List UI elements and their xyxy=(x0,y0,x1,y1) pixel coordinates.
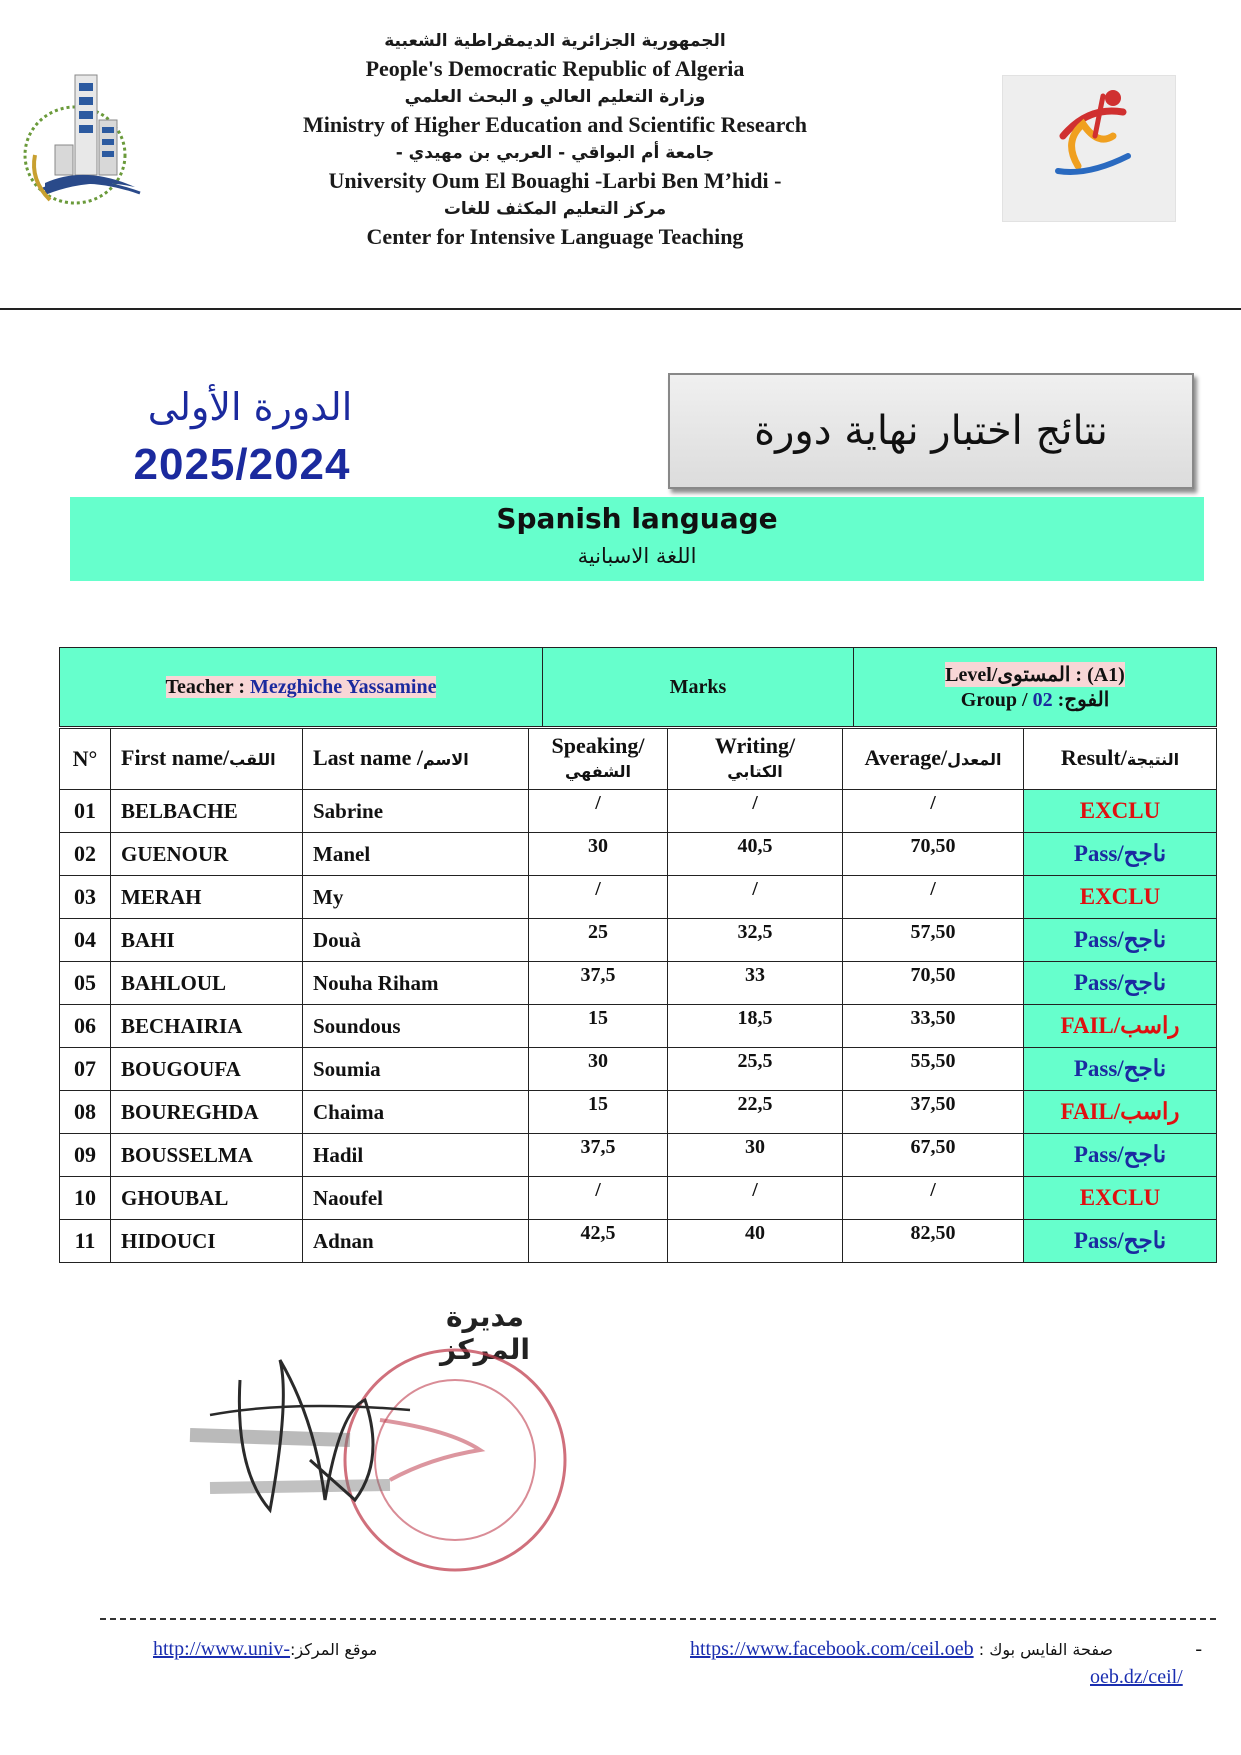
row-speaking: 42,5 xyxy=(529,1220,668,1263)
course-info-table xyxy=(59,647,1217,727)
footer-bullet: - xyxy=(1195,1638,1202,1660)
footer-facebook xyxy=(690,1638,1220,1661)
row-result: Pass/ناجح xyxy=(1024,1048,1217,1091)
row-first-name: BOUSSELMA xyxy=(111,1134,303,1177)
row-writing: 22,5 xyxy=(668,1091,843,1134)
group-label: Group / الفوج: xyxy=(960,689,1110,711)
row-speaking: 15 xyxy=(529,1005,668,1048)
row-average: 55,50 xyxy=(843,1048,1024,1091)
center-logo xyxy=(1002,75,1176,222)
row-writing: / xyxy=(668,876,843,919)
row-result: FAIL/راسب xyxy=(1024,1005,1217,1048)
signature-stamp xyxy=(150,1340,610,1595)
row-average: 82,50 xyxy=(843,1220,1024,1263)
row-first-name: MERAH xyxy=(111,876,303,919)
row-last-name: Douà xyxy=(303,919,529,962)
row-first-name: BOUGOUFA xyxy=(111,1048,303,1091)
row-last-name: Soundous xyxy=(303,1005,529,1048)
row-result: EXCLU xyxy=(1024,876,1217,919)
table-row xyxy=(60,1048,1217,1091)
row-num: 09 xyxy=(60,1134,111,1177)
col-first-name xyxy=(111,729,303,790)
row-speaking: 25 xyxy=(529,919,668,962)
col-speaking-en: Speaking/ xyxy=(551,733,645,758)
row-last-name: Chaima xyxy=(303,1091,529,1134)
row-result: FAIL/راسب xyxy=(1024,1091,1217,1134)
table-row xyxy=(60,1005,1217,1048)
session-label: الدورة الأولى xyxy=(147,385,353,429)
row-speaking: 37,5 xyxy=(529,962,668,1005)
marks-header: Marks xyxy=(543,648,854,727)
row-num: 04 xyxy=(60,919,111,962)
row-last-name: Sabrine xyxy=(303,790,529,833)
row-speaking: / xyxy=(529,790,668,833)
row-last-name: Manel xyxy=(303,833,529,876)
table-row xyxy=(60,790,1217,833)
level-group-cell xyxy=(854,648,1217,727)
row-speaking: / xyxy=(529,876,668,919)
row-num: 10 xyxy=(60,1177,111,1220)
university-logo xyxy=(15,65,165,215)
row-num: 08 xyxy=(60,1091,111,1134)
table-row xyxy=(60,833,1217,876)
col-average-en: Average/ xyxy=(864,745,948,770)
row-writing: / xyxy=(668,790,843,833)
center-en: Center for Intensive Language Teaching xyxy=(366,224,744,249)
row-first-name: BELBACHE xyxy=(111,790,303,833)
row-first-name: HIDOUCI xyxy=(111,1220,303,1263)
row-writing: / xyxy=(668,1177,843,1220)
row-speaking: 30 xyxy=(529,833,668,876)
table-row xyxy=(60,1134,1217,1177)
row-first-name: GHOUBAL xyxy=(111,1177,303,1220)
facebook-label: : صفحة الفايس بوك xyxy=(973,1640,1113,1659)
row-writing: 33 xyxy=(668,962,843,1005)
row-num: 05 xyxy=(60,962,111,1005)
table-row xyxy=(60,1091,1217,1134)
row-average: 33,50 xyxy=(843,1005,1024,1048)
language-en: Spanish language xyxy=(496,502,778,535)
table-row xyxy=(60,1220,1217,1263)
table-row xyxy=(60,962,1217,1005)
university-ar: جامعة أم البواقي - العربي بن مهيدي - xyxy=(395,143,715,163)
row-writing: 30 xyxy=(668,1134,843,1177)
row-writing: 32,5 xyxy=(668,919,843,962)
row-result: Pass/ناجح xyxy=(1024,1134,1217,1177)
row-result: EXCLU xyxy=(1024,1177,1217,1220)
row-writing: 40,5 xyxy=(668,833,843,876)
col-last-name xyxy=(303,729,529,790)
footer-site-cont xyxy=(1090,1666,1183,1689)
col-first-name-ar: اللقب xyxy=(229,750,276,769)
results-title: نتائج اختبار نهاية دورة xyxy=(754,408,1108,454)
row-first-name: GUENOUR xyxy=(111,833,303,876)
row-speaking: / xyxy=(529,1177,668,1220)
row-result: Pass/ناجح xyxy=(1024,962,1217,1005)
university-en: University Oum El Bouaghi -Larbi Ben M’hidi - xyxy=(328,168,782,193)
table-row xyxy=(60,1177,1217,1220)
footer-divider xyxy=(100,1618,1216,1620)
row-average: / xyxy=(843,790,1024,833)
row-speaking: 37,5 xyxy=(529,1134,668,1177)
row-average: / xyxy=(843,876,1024,919)
row-result: Pass/ناجح xyxy=(1024,1220,1217,1263)
site-link[interactable]: http://www.univ- xyxy=(153,1638,291,1660)
footer-site xyxy=(153,1638,377,1661)
row-average: / xyxy=(843,1177,1024,1220)
group-value: 02 xyxy=(1032,689,1053,711)
teacher-label: Teacher : xyxy=(165,675,250,698)
teacher-cell xyxy=(60,648,543,727)
row-first-name: BECHAIRIA xyxy=(111,1005,303,1048)
col-average xyxy=(843,729,1024,790)
col-writing-en: Writing/ xyxy=(714,733,796,758)
row-first-name: BAHI xyxy=(111,919,303,962)
row-writing: 40 xyxy=(668,1220,843,1263)
row-result: Pass/ناجح xyxy=(1024,919,1217,962)
col-speaking-ar: الشفهي xyxy=(564,762,632,781)
row-average: 37,50 xyxy=(843,1091,1024,1134)
ministry-ar: وزارة التعليم العالي و البحث العلمي xyxy=(404,87,706,107)
row-last-name: Adnan xyxy=(303,1220,529,1263)
row-last-name: Soumia xyxy=(303,1048,529,1091)
site-link-cont[interactable]: oeb.dz/ceil/ xyxy=(1090,1666,1183,1688)
row-last-name: Naoufel xyxy=(303,1177,529,1220)
row-speaking: 30 xyxy=(529,1048,668,1091)
level-label: Level/المستوى : (A1) xyxy=(945,664,1125,686)
row-num: 03 xyxy=(60,876,111,919)
table-row xyxy=(60,876,1217,919)
row-num: 06 xyxy=(60,1005,111,1048)
row-speaking: 15 xyxy=(529,1091,668,1134)
row-last-name: Nouha Riham xyxy=(303,962,529,1005)
row-writing: 18,5 xyxy=(668,1005,843,1048)
col-first-name-en: First name/ xyxy=(121,745,230,770)
row-num: 11 xyxy=(60,1220,111,1263)
academic-year: 2025/2024 xyxy=(133,440,351,489)
row-result: Pass/ناجح xyxy=(1024,833,1217,876)
col-result-en: Result/ xyxy=(1060,745,1127,770)
row-first-name: BAHLOUL xyxy=(111,962,303,1005)
row-result: EXCLU xyxy=(1024,790,1217,833)
row-last-name: Hadil xyxy=(303,1134,529,1177)
row-average: 70,50 xyxy=(843,833,1024,876)
row-num: 07 xyxy=(60,1048,111,1091)
col-last-name-ar: الاسم xyxy=(423,750,469,769)
director-title: مديرة المركز xyxy=(439,1300,530,1366)
col-writing xyxy=(668,729,843,790)
row-last-name: My xyxy=(303,876,529,919)
row-first-name: BOUREGHDA xyxy=(111,1091,303,1134)
row-num: 01 xyxy=(60,790,111,833)
facebook-link[interactable]: https://www.facebook.com/ceil.oeb xyxy=(690,1638,974,1660)
language-banner xyxy=(70,497,1204,581)
col-speaking xyxy=(529,729,668,790)
teacher-name: Mezghiche Yassamine xyxy=(249,675,437,698)
center-ar: مركز التعليم المكثف للغات xyxy=(443,199,667,219)
row-average: 67,50 xyxy=(843,1134,1024,1177)
ministry-en: Ministry of Higher Education and Scientific Research xyxy=(303,112,807,137)
teacher-label-wrap xyxy=(166,676,437,698)
language-ar: اللغة الاسبانية xyxy=(577,544,697,568)
col-result xyxy=(1024,729,1217,790)
row-average: 70,50 xyxy=(843,962,1024,1005)
col-average-ar: المعدل xyxy=(947,750,1002,769)
header-divider xyxy=(0,308,1241,310)
republic-en: People's Democratic Republic of Algeria xyxy=(365,56,745,81)
row-num: 02 xyxy=(60,833,111,876)
site-label: :موقع المركز xyxy=(290,1640,378,1659)
results-table xyxy=(59,728,1217,1263)
row-writing: 25,5 xyxy=(668,1048,843,1091)
document-header xyxy=(240,28,870,252)
table-row xyxy=(60,919,1217,962)
col-writing-ar: الكتابي xyxy=(727,762,783,781)
col-num: N° xyxy=(60,729,111,790)
results-title-box xyxy=(668,373,1194,489)
col-last-name-en: Last name / xyxy=(313,745,423,770)
row-average: 57,50 xyxy=(843,919,1024,962)
republic-ar: الجمهورية الجزائرية الديمقراطية الشعبية xyxy=(384,31,726,51)
col-result-ar: النتيجة xyxy=(1126,750,1180,769)
